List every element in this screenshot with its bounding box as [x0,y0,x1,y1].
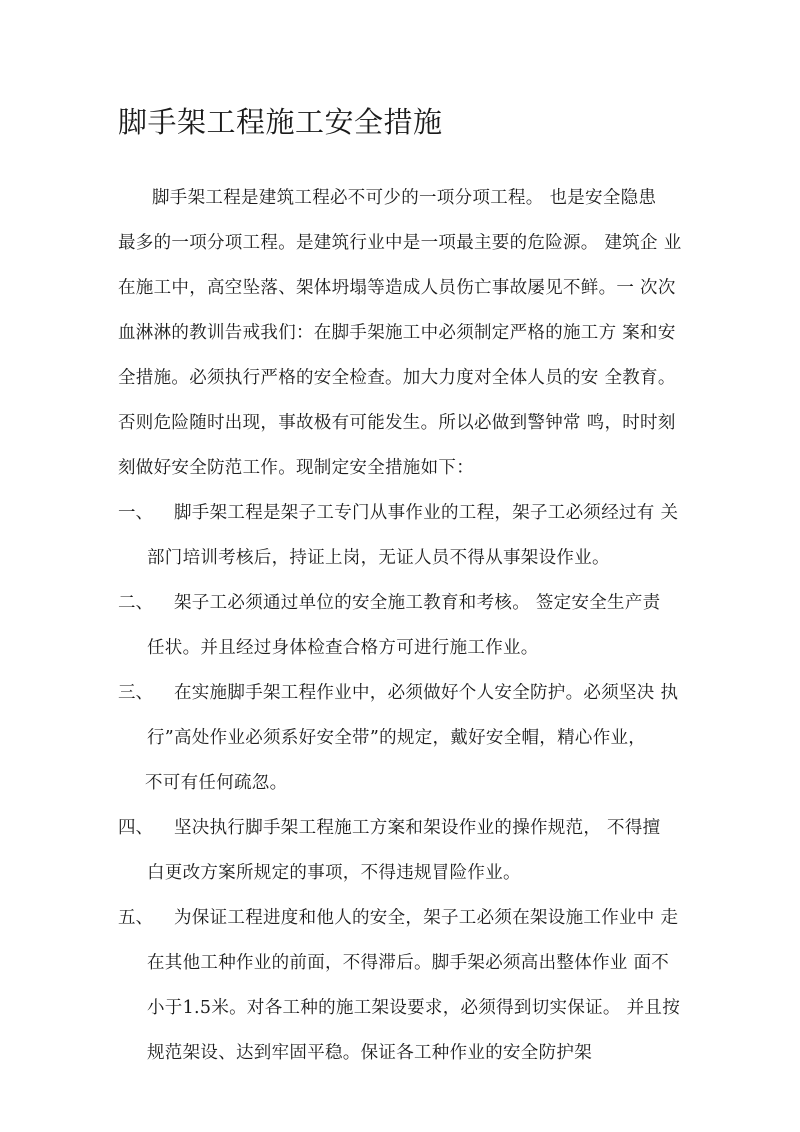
intro-line: 在施工中，高空坠落、架体坍塌等造成人员伤亡事故屡见不鲜。一 次次 [118,278,676,298]
list-item-line: 行”高处作业必须系好安全带”的规定，戴好安全帽，精心作业， [147,728,647,748]
list-item-line: 白更改方案所规定的事项，不得违规冒险作业。 [147,863,521,883]
list-number: 五、 [118,908,153,928]
list-number: 一、 [118,503,153,523]
list-item-line: 架子工必须通过单位的安全施工教育和考核。 签定安全生产责 [174,593,661,613]
list-item-line: 规范架设、达到牢固平稳。保证各工种作业的安全防护架 [147,1043,592,1063]
list-item-line: 部门培训考核后，持证上岗，无证人员不得从事架设作业。 [147,548,610,568]
intro-line: 血淋淋的教训告戒我们：在脚手架施工中必须制定严格的施工方 案和安 [118,323,676,343]
list-item-line: 在其他工种作业的前面，不得滞后。脚手架必须高出整体作业 面不 [147,953,670,973]
list-item-line: 不可有任何疏忽。 [145,773,288,793]
list-item-line: 任状。并且经过身体检查合格方可进行施工作业。 [147,638,539,658]
list-item-line: 小于1.5米。对各工种的施工架设要求，必须得到切实保证。 并且按 [147,998,680,1018]
intro-line: 全措施。必须执行严格的安全检查。加大力度对全体人员的安 全教育。 [118,368,676,388]
list-item-line: 脚手架工程是架子工专门从事作业的工程，架子工必须经过有 关 [174,503,679,523]
list-item-line: 为保证工程进度和他人的安全，架子工必须在架设施工作业中 走 [174,908,679,928]
list-item-line: 坚决执行脚手架工程施工方案和架设作业的操作规范， 不得擅 [174,818,661,838]
list-number: 三、 [118,683,153,703]
list-number: 四、 [118,818,153,838]
intro-line: 刻做好安全防范工作。现制定安全措施如下： [118,458,474,478]
list-item-line: 在实施脚手架工程作业中，必须做好个人安全防护。必须坚决 执 [174,683,679,703]
intro-line: 最多的一项分项工程。是建筑行业中是一项最主要的危险源。 建筑企 业 [118,233,682,253]
intro-line: 脚手架工程是建筑工程必不可少的一项分项工程。 也是安全隐患 [152,188,657,208]
intro-line: 否则危险随时出现，事故极有可能发生。所以必做到警钟常 鸣，时时刻 [118,413,676,433]
document-title: 脚手架工程施工安全措施 [118,105,443,139]
list-number: 二、 [118,593,153,613]
